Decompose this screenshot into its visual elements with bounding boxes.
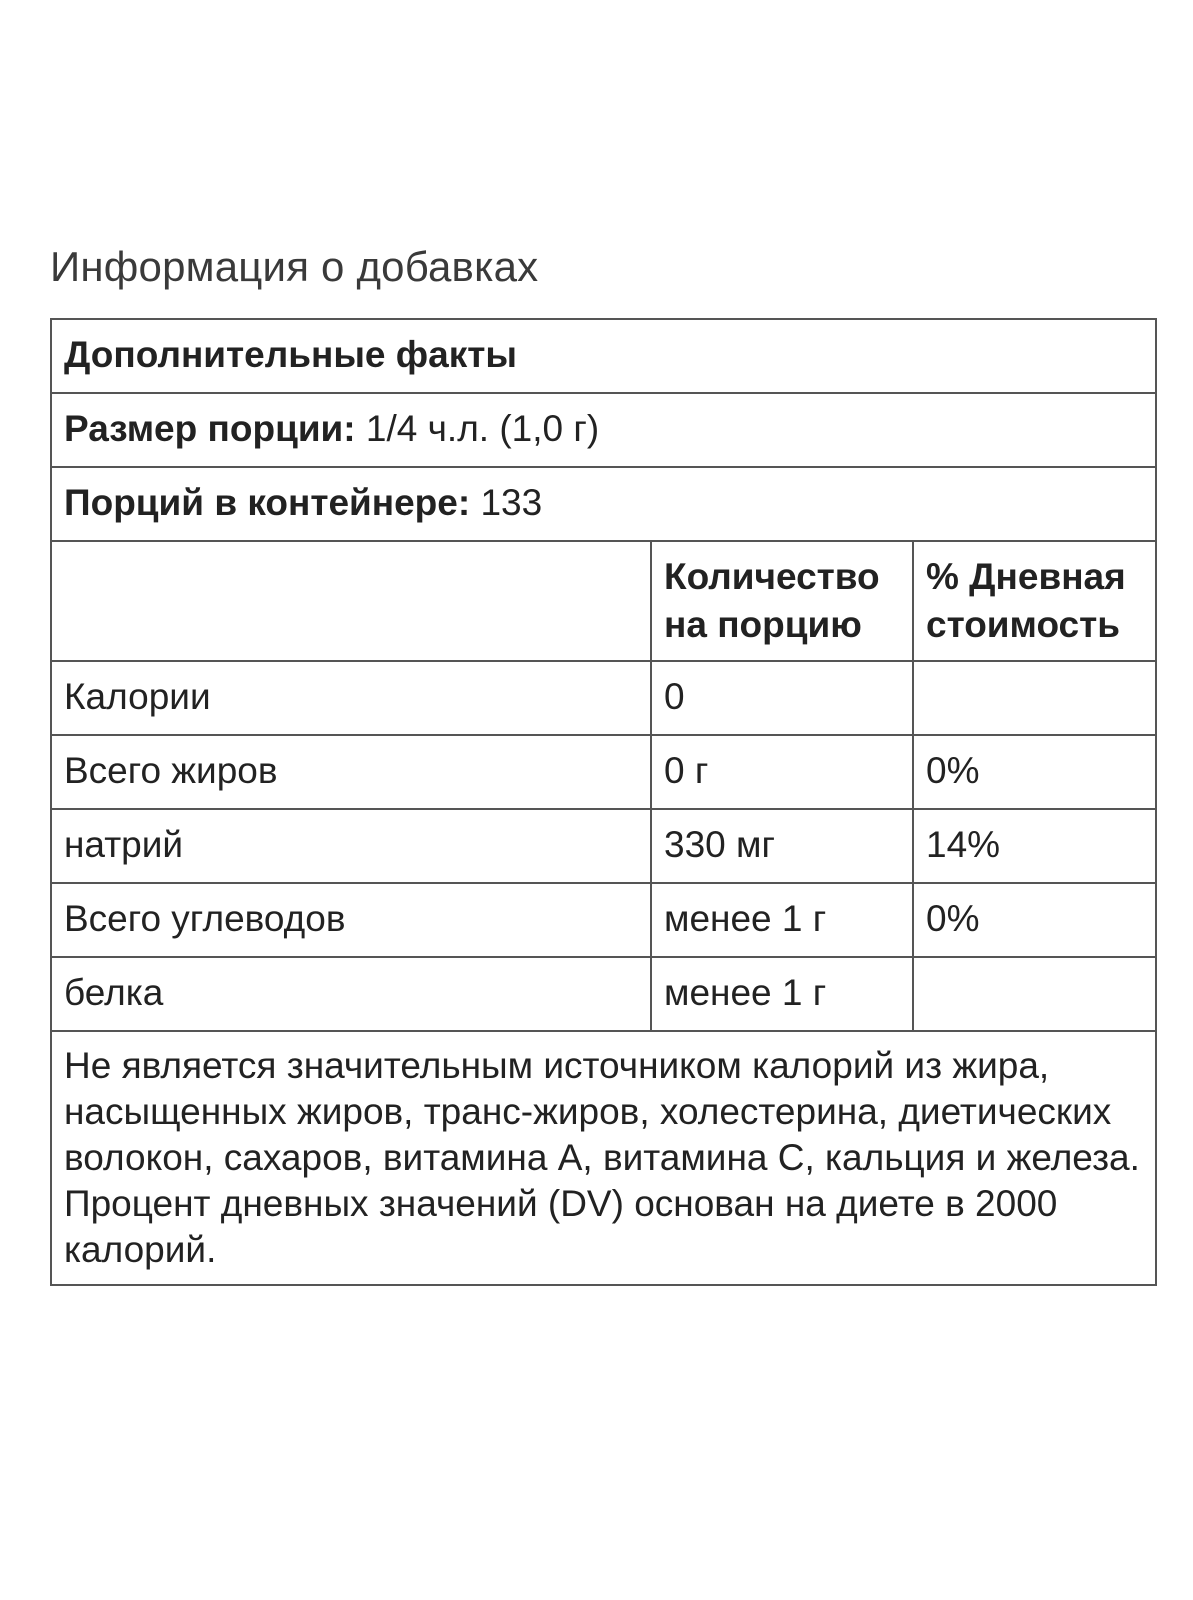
nutrient-name: Калории	[51, 661, 651, 735]
servings-label: Порций в контейнере:	[64, 482, 471, 523]
servings-per-container-row	[51, 467, 1156, 541]
nutrient-name: Всего углеводов	[51, 883, 651, 957]
table-row	[51, 735, 1156, 809]
section-heading: Информация о добавках	[50, 243, 539, 290]
table-row	[51, 957, 1156, 1031]
nutrient-daily-value: 14%	[913, 809, 1156, 883]
facts-title-row	[51, 319, 1156, 393]
nutrient-amount: менее 1 г	[651, 883, 913, 957]
servings-per-container	[51, 467, 1156, 541]
serving-size-label: Размер порции:	[64, 408, 356, 449]
serving-size-value: 1/4 ч.л. (1,0 г)	[365, 408, 600, 449]
footnote-row	[51, 1031, 1156, 1285]
servings-value: 133	[480, 482, 543, 523]
column-header-row	[51, 541, 1156, 661]
nutrient-name: натрий	[51, 809, 651, 883]
nutrient-name: белка	[51, 957, 651, 1031]
table-row	[51, 809, 1156, 883]
nutrient-daily-value	[913, 661, 1156, 735]
nutrient-daily-value: 0%	[913, 883, 1156, 957]
nutrient-daily-value	[913, 957, 1156, 1031]
table-row	[51, 883, 1156, 957]
column-header-amount: Количество на порцию	[651, 541, 913, 661]
nutrient-amount: 0 г	[651, 735, 913, 809]
nutrient-amount: 0	[651, 661, 913, 735]
nutrient-name: Всего жиров	[51, 735, 651, 809]
column-header-daily-value: % Дневная стоимость	[913, 541, 1156, 661]
supplement-facts-table	[50, 318, 1157, 1286]
nutrient-amount: 330 мг	[651, 809, 913, 883]
serving-size-row	[51, 393, 1156, 467]
footnote: Не является значительным источником калорий из жира, насыщенных жиров, транс-жиров, холестерина, диетических волокон, сахаров, витамина А, витамина С, кальция и железа. Процент дневных значений (DV) основан на диете в 2000 калорий.	[51, 1031, 1156, 1285]
column-header-empty	[51, 541, 651, 661]
facts-title: Дополнительные факты	[51, 319, 1156, 393]
nutrient-amount: менее 1 г	[651, 957, 913, 1031]
serving-size	[51, 393, 1156, 467]
nutrient-daily-value: 0%	[913, 735, 1156, 809]
table-row	[51, 661, 1156, 735]
